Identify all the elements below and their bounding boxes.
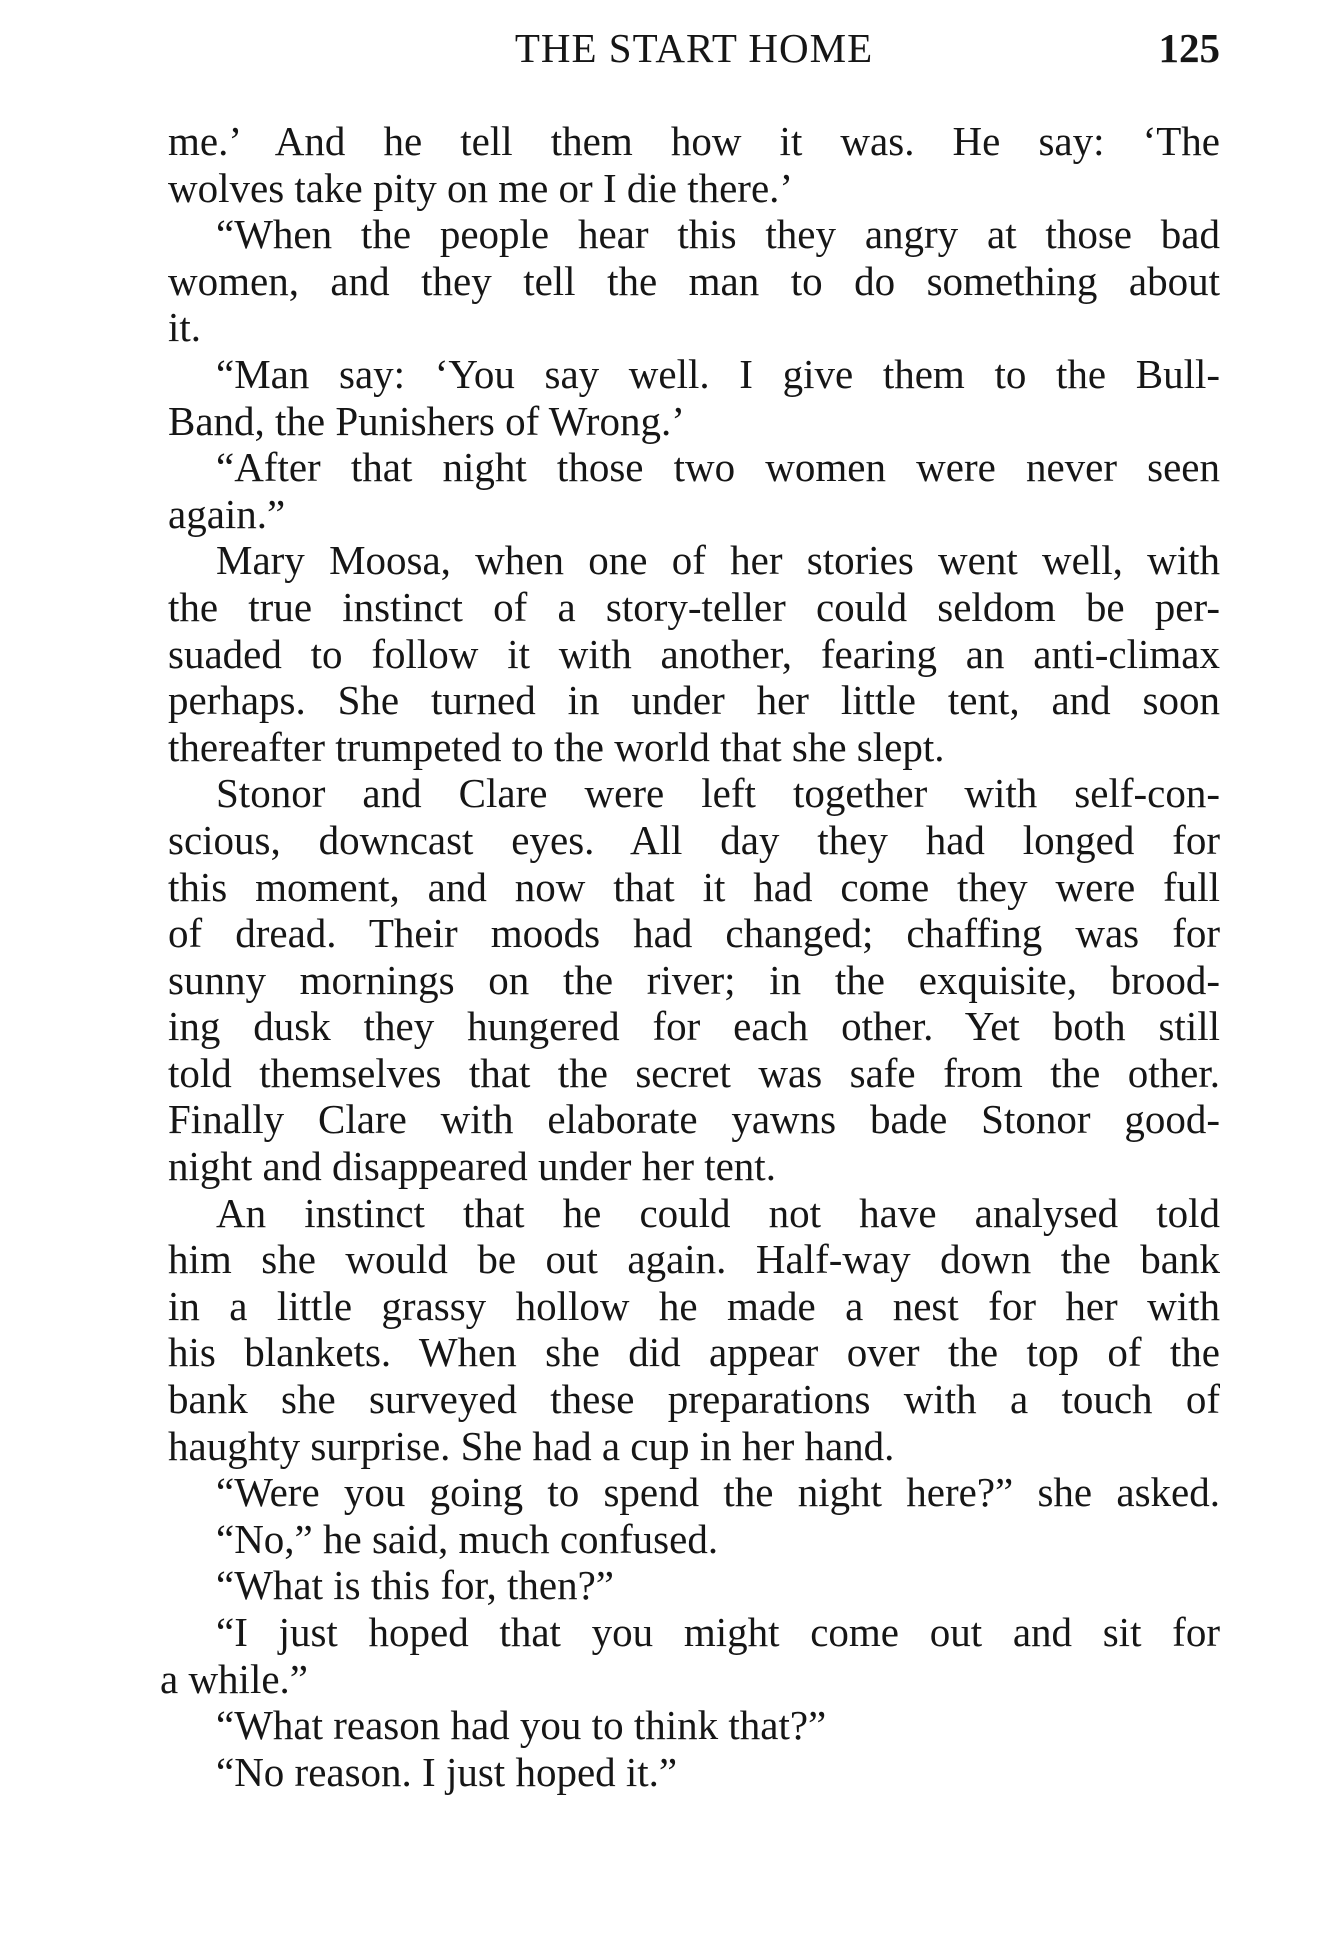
text-line: bank she surveyed these preparations with a touch of — [168, 1376, 1220, 1423]
text-line: scious, downcast eyes. All day they had longed for — [168, 816, 1220, 863]
text-line: “After that night those two women were never seen — [216, 444, 1220, 491]
text-line: ing dusk they hungered for each other. Yet both still — [168, 1003, 1220, 1050]
text-line: in a little grassy hollow he made a nest for her with — [168, 1282, 1220, 1329]
text-line: Mary Moosa, when one of her stories went well, with — [216, 537, 1220, 584]
text-line: “When the people hear this they angry at those bad — [216, 211, 1220, 258]
body-text — [160, 118, 1220, 1795]
text-line: Finally Clare with elaborate yawns bade Stonor good- — [168, 1096, 1220, 1143]
text-line: a while.” — [160, 1655, 308, 1702]
text-line: Stonor and Clare were left together with self-con- — [216, 770, 1220, 817]
text-line: “What reason had you to think that?” — [216, 1702, 827, 1749]
text-line: it. — [168, 304, 202, 351]
page-header — [168, 22, 1220, 74]
text-line: wolves take pity on me or I die there.’ — [168, 164, 794, 211]
running-head: THE START HOME — [514, 25, 874, 71]
text-line: told themselves that the secret was safe from the other. — [168, 1049, 1220, 1096]
text-line: women, and they tell the man to do something about — [168, 257, 1220, 304]
text-line: “I just hoped that you might come out and sit for — [216, 1609, 1220, 1655]
text-line: night and disappeared under her tent. — [168, 1143, 776, 1190]
text-line: of dread. Their moods had changed; chaffing was for — [168, 910, 1220, 957]
text-line: “No,” he said, much confused. — [216, 1515, 719, 1562]
text-line: “Man say: ‘You say well. I give them to the Bull- — [216, 350, 1220, 397]
text-line: haughty surprise. She had a cup in her hand. — [168, 1422, 895, 1469]
text-line: “What is this for, then?” — [216, 1562, 614, 1609]
text-line: his blankets. When she did appear over the top of the — [168, 1329, 1220, 1376]
text-line: him she would be out again. Half-way down the bank — [168, 1236, 1220, 1283]
text-line: “Were you going to spend the night here?” she asked. — [216, 1469, 1220, 1516]
text-line: this moment, and now that it had come they were full — [168, 863, 1220, 910]
text-line: perhaps. She turned in under her little tent, and soon — [168, 677, 1220, 724]
text-line: again.” — [168, 490, 286, 537]
text-line: An instinct that he could not have analysed told — [216, 1189, 1220, 1236]
text-line: the true instinct of a story-teller could seldom be per- — [168, 583, 1220, 630]
text-line: thereafter trumpeted to the world that she slept. — [168, 723, 945, 770]
text-line: me.’ And he tell them how it was. He say: ‘The — [168, 118, 1220, 164]
text-line: sunny mornings on the river; in the exquisite, brood- — [168, 956, 1220, 1003]
page-number: 125 — [1158, 25, 1220, 71]
text-line: suaded to follow it with another, fearing an anti-climax — [168, 630, 1220, 677]
text-line: “No reason. I just hoped it.” — [216, 1748, 678, 1795]
text-line: Band, the Punishers of Wrong.’ — [168, 397, 685, 444]
